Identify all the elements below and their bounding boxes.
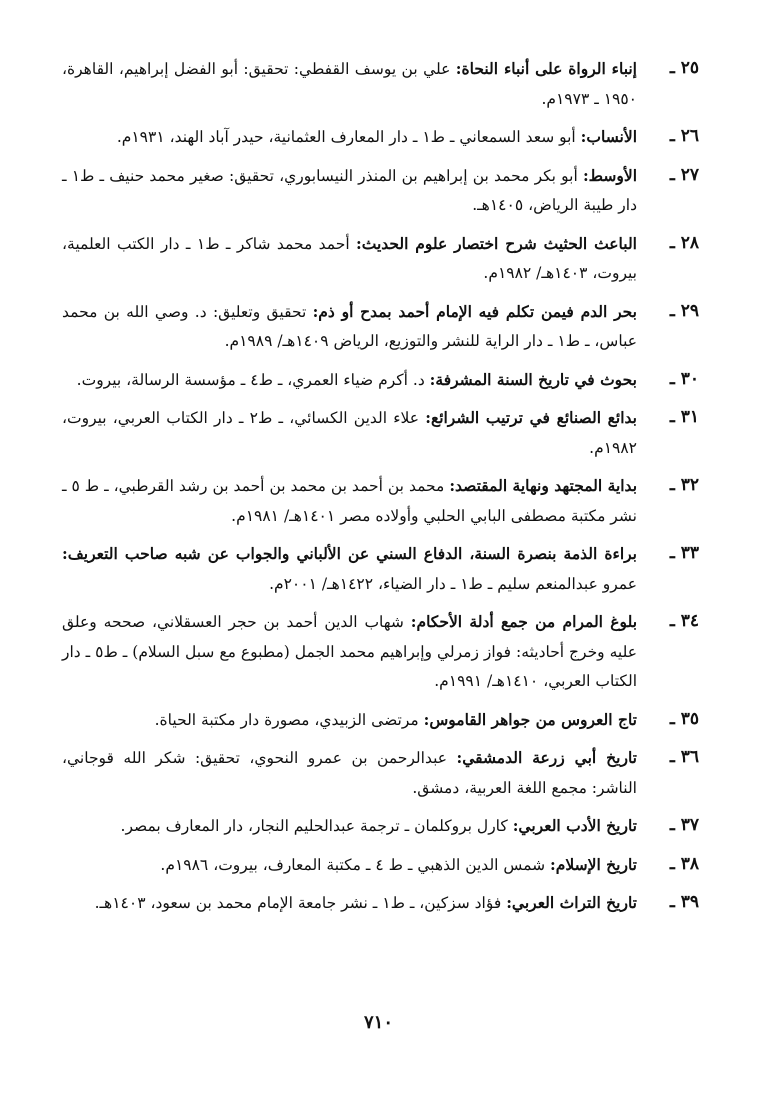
entry-number: ٣٧ ـ [669, 815, 699, 835]
entry-title: بداية المجتهد ونهاية المقتصد: [449, 476, 638, 495]
entry-body [62, 705, 637, 736]
entry-number: ٣٩ ـ [669, 892, 699, 912]
entry-body [62, 403, 637, 463]
bibliography-entry [62, 811, 699, 842]
entry-title: الأنساب: [580, 127, 637, 146]
bibliography-entry [62, 122, 699, 153]
bibliography-entry [62, 607, 699, 697]
entry-number: ٢٦ ـ [669, 126, 699, 146]
page-number: ٧١٠ [363, 1012, 393, 1033]
entry-number: ٢٨ ـ [669, 232, 699, 253]
entry-body [62, 54, 637, 114]
entry-details: تحقيق وتعليق: د. وصي الله بن محمد عباس، ـ ط١ ـ دار الراية للنشر والتوزيع، الرياض ١٤٠٩هـ/ ١٩٨٩م. [62, 302, 637, 350]
entry-number: ٣٣ ـ [669, 543, 699, 563]
bibliography-entry [62, 743, 699, 803]
entry-title: تاريخ الأدب العربي: [512, 816, 637, 835]
entry-number: ٣٦ ـ [669, 747, 699, 767]
entry-body [62, 297, 637, 357]
entry-body [62, 122, 637, 153]
entry-title: بلوغ المرام من جمع أدلة الأحكام: [410, 612, 638, 631]
entry-number: ٢٩ ـ [669, 300, 699, 321]
bibliography-entry [62, 850, 699, 881]
entry-details: عبدالرحمن بن عمرو النحوي، تحقيق: شكر الله قوجاني، الناشر: مجمع اللغة العربية، دمشق. [62, 749, 637, 797]
entry-number: ٣٨ ـ [669, 853, 699, 874]
entry-details: شهاب الدين أحمد بن حجر العسقلاني، صححه وعلق عليه وخرج أحاديثه: فواز زمرلي وإبراهيم محمد الجمل (مطبوع مع سبل السلام) ـ ط٥ ـ دار الكتاب العربي، ١٤١٠هـ/ ١٩٩١م. [62, 613, 637, 690]
entry-details: أبو بكر محمد بن إبراهيم بن المنذر النيسابوري، تحقيق: صغير محمد حنيف ـ ط١ ـ دار طيبة الرياض، ١٤٠٥هـ. [62, 166, 637, 214]
entry-number: ٢٥ ـ [669, 58, 699, 78]
bibliography-entry [62, 297, 699, 357]
bibliography-entry [62, 539, 699, 599]
entry-details: مرتضى الزبيدي، مصورة دار مكتبة الحياة. [154, 710, 424, 729]
bibliography-entry [62, 471, 699, 531]
bibliography-entry [62, 365, 699, 396]
entry-details: شمس الدين الذهبي ـ ط ٤ ـ مكتبة المعارف، بيروت، ١٩٨٦م. [160, 855, 551, 874]
entry-title: تاريخ الإسلام: [550, 854, 637, 874]
entry-title: الأوسط: [582, 165, 638, 185]
entry-body [62, 811, 637, 842]
entry-number: ٣٢ ـ [669, 475, 699, 495]
entry-number: ٣٥ ـ [669, 708, 699, 729]
entry-body [62, 229, 637, 289]
entry-details: عمرو عبدالمنعم سليم ـ ط١ ـ دار الضياء، ١٤٢٢هـ/ ٢٠٠١م. [269, 574, 637, 593]
entry-details: كارل بروكلمان ـ ترجمة عبدالحليم النجار، دار المعارف بمصر. [120, 817, 513, 835]
entry-details: فؤاد سزكين، ـ ط١ ـ نشر جامعة الإمام محمد بن سعود، ١٤٠٣هـ. [94, 894, 507, 912]
entry-body [62, 607, 637, 697]
entry-details: علي بن يوسف القفطي: تحقيق: أبو الفضل إبراهيم، القاهرة، ١٩٥٠ ـ ١٩٧٣م. [62, 60, 637, 108]
entry-number: ٢٧ ـ [669, 164, 699, 185]
entry-number: ٣٤ ـ [669, 611, 699, 631]
entry-title: تاريخ التراث العربي: [506, 893, 637, 912]
entry-body [62, 161, 637, 221]
entry-body [62, 888, 637, 919]
bibliography-entry [62, 888, 699, 919]
entry-title: الباعث الحثيث شرح اختصار علوم الحديث: [356, 233, 637, 253]
entry-title: إنباء الرواة على أنباء النحاة: [455, 59, 637, 78]
entry-body [62, 743, 637, 803]
entry-details: علاء الدين الكسائي، ـ ط٢ ـ دار الكتاب العربي، بيروت، ١٩٨٢م. [62, 409, 637, 457]
entry-details: د. أكرم ضياء العمري، ـ ط٤ ـ مؤسسة الرسالة، بيروت. [76, 370, 430, 389]
entry-details: محمد بن أحمد بن محمد بن أحمد بن رشد القرطبي، ـ ط ٥ ـ نشر مكتبة مصطفى البابي الحلبي وأولاده مصر ١٤٠١هـ/ ١٩٨١م. [62, 477, 637, 525]
entry-title: تاريخ أبي زرعة الدمشقي: [456, 748, 637, 767]
bibliography-entry [62, 403, 699, 463]
entry-body [62, 539, 637, 599]
bibliography-entry [62, 54, 699, 114]
entry-body [62, 850, 637, 881]
entry-number: ٣٠ ـ [669, 368, 699, 389]
bibliography-entry [62, 229, 699, 289]
entry-title: تاج العروس من جواهر القاموس: [423, 709, 637, 729]
entry-body [62, 365, 637, 396]
bibliography-list [62, 54, 699, 927]
entry-details: أبو سعد السمعاني ـ ط١ ـ دار المعارف العثمانية، حيدر آباد الهند، ١٩٣١م. [116, 128, 581, 146]
entry-details: أحمد محمد شاكر ـ ط١ ـ دار الكتب العلمية، بيروت، ١٤٠٣هـ/ ١٩٨٢م. [62, 234, 637, 282]
entry-title: بحر الدم فيمن تكلم فيه الإمام أحمد بمدح أو ذم: [312, 301, 637, 321]
entry-number: ٣١ ـ [669, 407, 699, 427]
bibliography-entry [62, 705, 699, 736]
entry-body [62, 471, 637, 531]
entry-title: بحوث في تاريخ السنة المشرفة: [429, 369, 637, 389]
entry-title: بدائع الصنائع في ترتيب الشرائع: [425, 408, 637, 427]
entry-title: براءة الذمة بنصرة السنة، الدفاع السني عن الألباني والجواب عن شبه صاحب التعريف: [62, 544, 637, 563]
bibliography-entry [62, 161, 699, 221]
